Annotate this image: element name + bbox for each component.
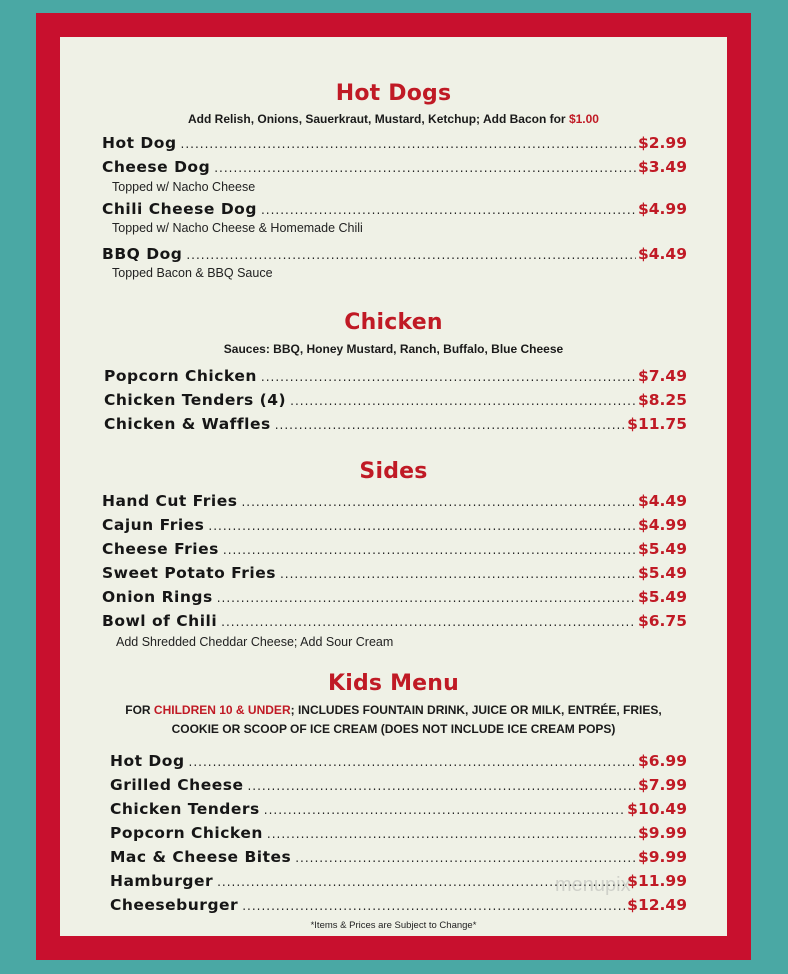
menu-item: Grilled Cheese ..... $7.99	[110, 776, 687, 794]
footnote: *Items & Prices are Subject to Change*	[310, 920, 477, 931]
kids-subtitle-line2: COOKIE OR SCOOP OF ICE CREAM (DOES NOT INCLUDE ICE CREAM POPS)	[171, 722, 616, 736]
menu-item: Popcorn Chicken ..... $9.99	[110, 824, 687, 842]
menu-item: Hot Dog ..... $6.99	[110, 752, 687, 770]
item-description: Topped Bacon & BBQ Sauce	[112, 266, 273, 280]
chicken-subtitle: Sauces: BBQ, Honey Mustard, Ranch, Buffalo, Blue Cheese	[223, 342, 564, 356]
section-title-sides: Sides	[359, 459, 428, 484]
menu-item: Chicken & Waffles ..... $11.75	[104, 415, 687, 433]
menu-page	[60, 37, 727, 936]
menu-item: Bowl of Chili ..... $6.75	[102, 612, 687, 630]
kids-subtitle-line1: FOR CHILDREN 10 & UNDER; INCLUDES FOUNTAIN DRINK, JUICE OR MILK, ENTRÉE, FRIES,	[125, 703, 662, 717]
section-title-chicken: Chicken	[344, 310, 443, 335]
item-description: Topped w/ Nacho Cheese	[112, 180, 256, 194]
hot-dogs-subtitle: Add Relish, Onions, Sauerkraut, Mustard, Ketchup; Add Bacon for $1.00	[188, 112, 599, 126]
menu-item: Hot Dog ..... $2.99	[102, 134, 687, 152]
menu-item: Hamburger ..... $11.99	[110, 872, 687, 890]
menu-item: Cheeseburger ..... $12.49	[110, 896, 687, 914]
menu-item: Sweet Potato Fries ..... $5.49	[102, 564, 687, 582]
menu-item: Chicken Tenders ..... $10.49	[110, 800, 687, 818]
menu-item: Cheese Dog ..... $3.49	[102, 158, 687, 176]
menu-item: Popcorn Chicken ..... $7.49	[104, 367, 687, 385]
watermark-logo: menupix	[555, 874, 631, 896]
menu-item: Onion Rings ..... $5.49	[102, 588, 687, 606]
menu-item: BBQ Dog ..... $4.49	[102, 245, 687, 263]
menu-item: Chicken Tenders (4) ..... $8.25	[104, 391, 687, 409]
menu-item: Mac & Cheese Bites ..... $9.99	[110, 848, 687, 866]
menu-item: Cajun Fries ..... $4.99	[102, 516, 687, 534]
menu-item: Cheese Fries ..... $5.49	[102, 540, 687, 558]
section-title-hot-dogs: Hot Dogs	[335, 81, 452, 106]
section-title-kids-menu: Kids Menu	[327, 671, 460, 696]
menu-item: Chili Cheese Dog ..... $4.99	[102, 200, 687, 218]
item-description: Add Shredded Cheddar Cheese; Add Sour Cream	[116, 635, 394, 649]
item-description: Topped w/ Nacho Cheese & Homemade Chili	[112, 221, 363, 235]
menu-item: Hand Cut Fries ..... $4.49	[102, 492, 687, 510]
